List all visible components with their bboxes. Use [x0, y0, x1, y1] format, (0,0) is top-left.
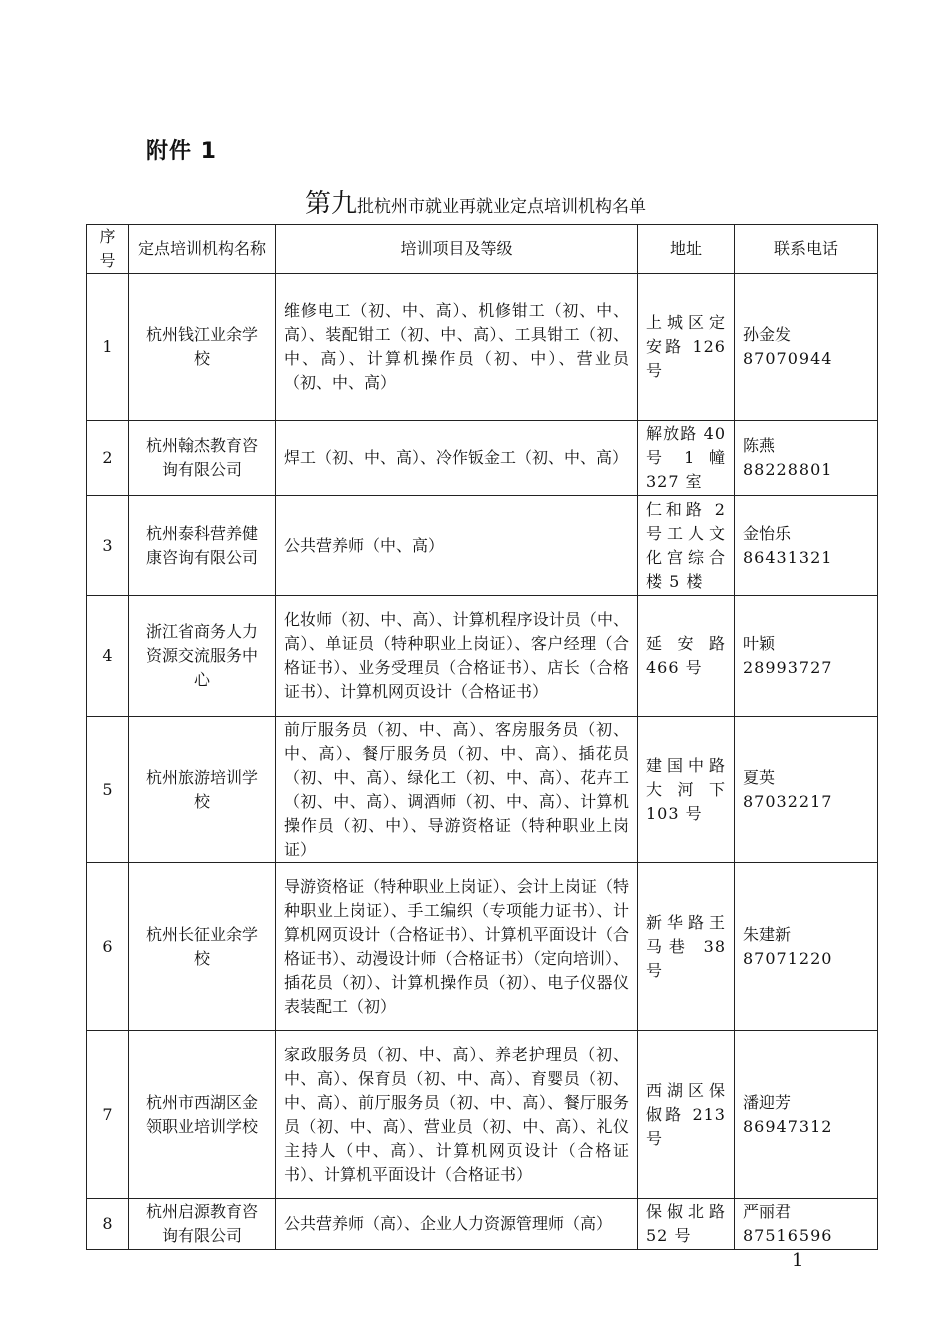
row-contact-cell [735, 274, 878, 421]
row-contact: 孙金发 [743, 325, 792, 344]
row-seq: 2 [87, 421, 129, 496]
row-name: 杭州泰科营养健康咨询有限公司 [129, 496, 276, 596]
row-phone: 28993727 [743, 658, 833, 677]
page-number: 1 [792, 1250, 804, 1271]
row-contact: 叶颖 [743, 634, 776, 653]
header-name: 定点培训机构名称 [129, 225, 276, 274]
row-phone: 87032217 [743, 791, 833, 811]
row-seq: 4 [87, 596, 129, 717]
row-address: 仁和路 2 号工人文化宫综合楼 5 楼 [638, 496, 735, 596]
table-row [87, 496, 878, 596]
table-row [87, 1199, 878, 1250]
row-contact-cell [735, 1031, 878, 1199]
title-rest: 批杭州市就业再就业定点培训机构名单 [357, 197, 647, 217]
row-seq: 5 [87, 717, 129, 863]
table-row [87, 421, 878, 496]
row-phone: 87070944 [743, 349, 833, 368]
table-row [87, 1031, 878, 1199]
row-contact-cell [735, 863, 878, 1031]
row-phone: 88228801 [743, 460, 833, 479]
row-contact: 严丽君 [743, 1202, 792, 1221]
row-seq: 7 [87, 1031, 129, 1199]
title-batch: 第九 [305, 189, 358, 219]
row-name: 杭州钱江业余学校 [129, 274, 276, 421]
row-address: 上城区定安路 126 号 [638, 274, 735, 421]
row-seq: 1 [87, 274, 129, 421]
table-row [87, 274, 878, 421]
row-address: 西湖区保俶路 213 号 [638, 1031, 735, 1199]
row-phone: 86947312 [743, 1116, 833, 1136]
row-name: 浙江省商务人力资源交流服务中心 [129, 596, 276, 717]
table-row [87, 596, 878, 717]
row-name: 杭州启源教育咨询有限公司 [129, 1199, 276, 1250]
attachment-label: 附件 1 [146, 139, 217, 164]
row-phone: 87516596 [743, 1226, 833, 1245]
row-contact-cell [735, 717, 878, 863]
row-contact-cell [735, 1199, 878, 1250]
row-contact-cell [735, 596, 878, 717]
header-address: 地址 [638, 225, 735, 274]
row-address: 新华路王马巷 38 号 [638, 863, 735, 1031]
table-row [87, 863, 878, 1031]
row-contact-cell [735, 421, 878, 496]
row-contact-cell [735, 496, 878, 596]
row-projects: 前厅服务员（初、中、高）、客房服务员（初、中、高）、餐厅服务员（初、中、高）、插花员（初、中、高）、绿化工（初、中、高）、花卉工（初、中、高）、调酒师（初、中、高）、计算机操作员（初、中）、导游资格证（特种职业上岗证） [276, 717, 638, 863]
row-contact: 陈燕 [743, 436, 776, 455]
row-name: 杭州翰杰教育咨询有限公司 [129, 421, 276, 496]
institution-table [86, 224, 878, 1250]
table-header-row [87, 225, 878, 274]
row-contact: 金怡乐 [743, 523, 792, 543]
row-contact: 潘迎芳 [743, 1092, 792, 1112]
document-title [305, 183, 646, 220]
row-phone: 87071220 [743, 948, 833, 968]
row-name: 杭州长征业余学校 [129, 863, 276, 1031]
row-name: 杭州旅游培训学校 [129, 717, 276, 863]
row-seq: 3 [87, 496, 129, 596]
row-projects: 公共营养师（高）、企业人力资源管理师（高） [276, 1199, 638, 1250]
table-row [87, 717, 878, 863]
row-name: 杭州市西湖区金领职业培训学校 [129, 1031, 276, 1199]
row-projects: 焊工（初、中、高）、冷作钣金工（初、中、高） [276, 421, 638, 496]
row-phone: 86431321 [743, 547, 833, 567]
row-address: 解放路 40 号 1 幢 327 室 [638, 421, 735, 496]
header-phone: 联系电话 [735, 225, 878, 274]
header-projects: 培训项目及等级 [276, 225, 638, 274]
row-seq: 8 [87, 1199, 129, 1250]
row-seq: 6 [87, 863, 129, 1031]
row-contact: 夏英 [743, 767, 776, 787]
row-address: 建国中路大河下 103 号 [638, 717, 735, 863]
row-projects: 化妆师（初、中、高）、计算机程序设计员（中、高）、单证员（特种职业上岗证）、客户经理（合格证书）、业务受理员（合格证书）、店长（合格证书）、计算机网页设计（合格证书） [276, 596, 638, 717]
row-address: 保俶北路 52 号 [638, 1199, 735, 1250]
row-projects: 家政服务员（初、中、高）、养老护理员（初、中、高）、保育员（初、中、高）、育婴员（初、中、高）、前厅服务员（初、中、高）、餐厅服务员（初、中、高）、营业员（初、中、高）、礼仪主持人（中、高）、计算机网页设计（合格证书）、计算机平面设计（合格证书） [276, 1031, 638, 1199]
row-projects: 公共营养师（中、高） [276, 496, 638, 596]
row-projects: 导游资格证（特种职业上岗证）、会计上岗证（特种职业上岗证）、手工编织（专项能力证书）、计算机网页设计（合格证书）、计算机平面设计（合格证书）、动漫设计师（合格证书）（定向培训）、插花员（初）、计算机操作员（初）、电子仪器仪表装配工（初） [276, 863, 638, 1031]
row-address: 延安路 466 号 [638, 596, 735, 717]
row-projects: 维修电工（初、中、高）、机修钳工（初、中、高）、装配钳工（初、中、高）、工具钳工（初、中、高）、计算机操作员（初、中）、营业员（初、中、高） [276, 274, 638, 421]
header-seq: 序号 [87, 225, 129, 274]
row-contact: 朱建新 [743, 924, 792, 944]
